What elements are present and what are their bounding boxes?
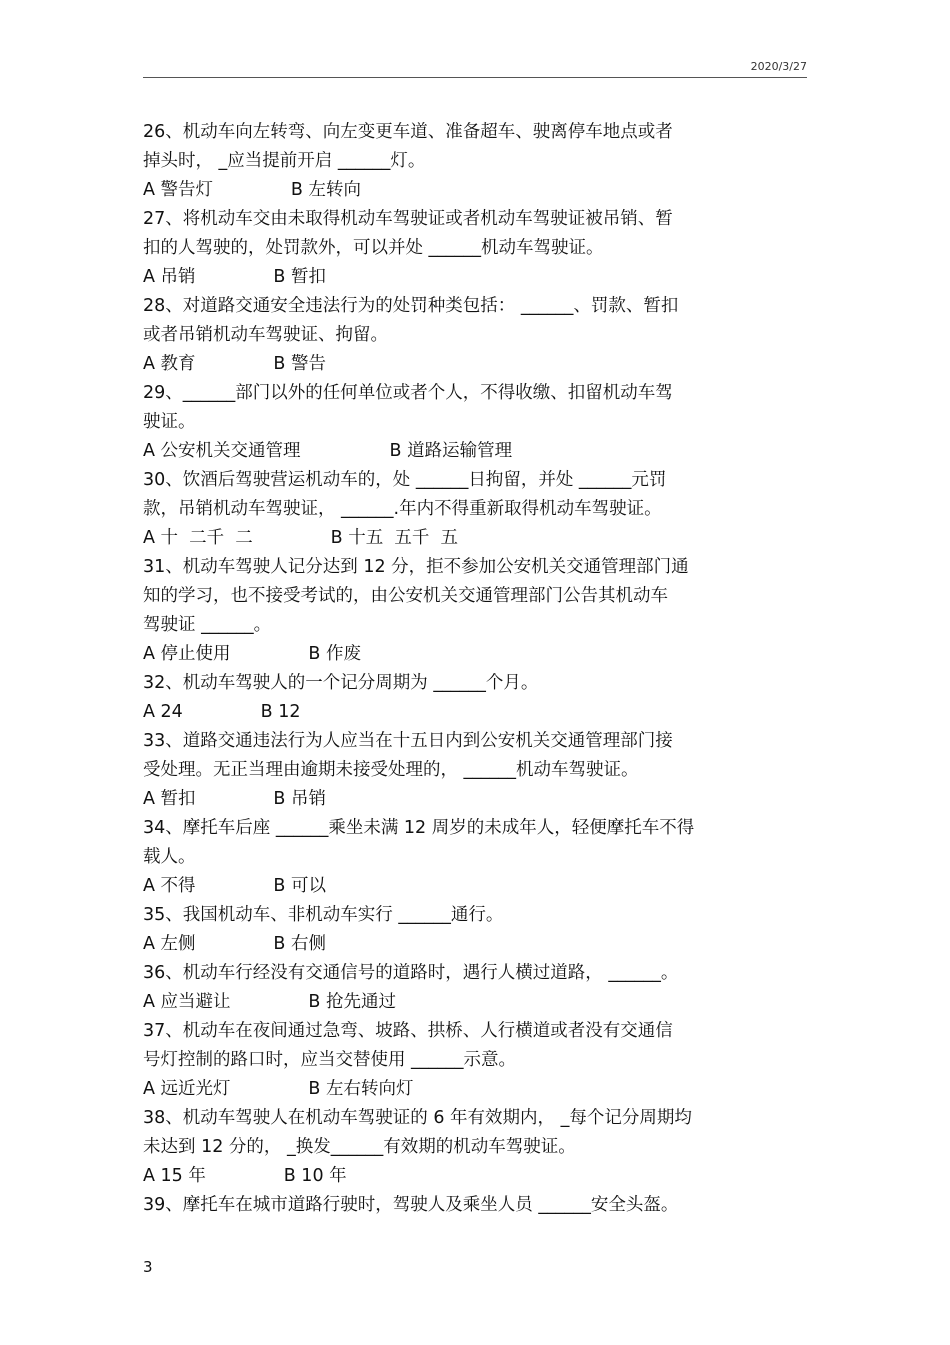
question-block	[143, 1017, 813, 1104]
question-block	[143, 379, 813, 466]
question-options: A 左侧 B 右侧	[143, 934, 326, 954]
question-block	[143, 292, 813, 379]
question-text-line: 款，吊销机动车驾驶证， ______.年内不得重新取得机动车驾驶证。	[143, 499, 662, 519]
question-text-line: 受处理。无正当理由逾期未接受处理的， ______机动车驾驶证。	[143, 760, 639, 780]
question-text-line: 28、对道路交通安全违法行为的处罚种类包括： ______、罚款、暂扣	[143, 296, 679, 316]
header-date: 2020/3/27	[750, 60, 807, 73]
question-text-line: 驾驶证 ______。	[143, 615, 272, 635]
question-text-line: 扣的人驾驶的，处罚款外，可以并处 ______机动车驾驶证。	[143, 238, 604, 258]
question-text-line: 27、将机动车交由未取得机动车驾驶证或者机动车驾驶证被吊销、暂	[143, 209, 673, 229]
question-text-line: 号灯控制的路口时，应当交替使用 ______示意。	[143, 1050, 517, 1070]
question-text-line: 32、机动车驾驶人的一个记分周期为 ______个月。	[143, 673, 539, 693]
question-text-line: 37、机动车在夜间通过急弯、坡路、拱桥、人行横道或者没有交通信	[143, 1021, 673, 1041]
question-text-line: 33、道路交通违法行为人应当在十五日内到公安机关交通管理部门接	[143, 731, 673, 751]
question-block	[143, 1104, 813, 1191]
question-text-line: 知的学习，也不接受考试的，由公安机关交通管理部门公告其机动车	[143, 586, 668, 606]
question-text-line: 31、机动车驾驶人记分达到 12 分，拒不参加公安机关交通管理部门通	[143, 557, 689, 577]
question-block	[143, 466, 813, 553]
question-options: A 教育 B 警告	[143, 354, 326, 374]
question-options: A 不得 B 可以	[143, 876, 326, 896]
question-block	[143, 959, 813, 1017]
question-text-line: 30、饮酒后驾驶营运机动车的，处 ______日拘留，并处 ______元罚	[143, 470, 667, 490]
question-text-line: 载人。	[143, 847, 196, 867]
question-block	[143, 814, 813, 901]
question-options: A 公安机关交通管理 B 道路运输管理	[143, 441, 513, 461]
question-options: A 应当避让 B 抢先通过	[143, 992, 396, 1012]
question-options: A 警告灯 B 左转向	[143, 180, 361, 200]
question-text-line: 掉头时， _应当提前开启 ______灯。	[143, 151, 426, 171]
question-text-line: 驶证。	[143, 412, 196, 432]
question-block	[143, 901, 813, 959]
question-options: A 吊销 B 暂扣	[143, 267, 326, 287]
question-text-line: 29、______部门以外的任何单位或者个人，不得收缴、扣留机动车驾	[143, 383, 673, 403]
question-block	[143, 669, 813, 727]
question-options: A 十 二千 二 B 十五 五千 五	[143, 528, 458, 548]
question-text-line: 或者吊销机动车驾驶证、拘留。	[143, 325, 388, 345]
question-block	[143, 553, 813, 669]
question-text-line: 38、机动车驾驶人在机动车驾驶证的 6 年有效期内， _每个记分周期均	[143, 1108, 692, 1128]
question-block	[143, 727, 813, 814]
question-options: A 停止使用 B 作废	[143, 644, 361, 664]
question-text-line: 39、摩托车在城市道路行驶时，驾驶人及乘坐人员 ______安全头盔。	[143, 1195, 679, 1215]
question-text-line: 34、摩托车后座 ______乘坐未满 12 周岁的未成年人，轻便摩托车不得	[143, 818, 695, 838]
question-options: A 15 年 B 10 年	[143, 1166, 347, 1186]
question-block	[143, 1191, 813, 1220]
question-options: A 24 B 12	[143, 702, 301, 722]
question-text-line: 26、机动车向左转弯、向左变更车道、准备超车、驶离停车地点或者	[143, 122, 673, 142]
question-text-line: 未达到 12 分的， _换发______有效期的机动车驾驶证。	[143, 1137, 576, 1157]
question-block	[143, 118, 813, 205]
question-options: A 暂扣 B 吊销	[143, 789, 326, 809]
question-list	[143, 118, 813, 1220]
page-number: 3	[143, 1258, 153, 1276]
question-block	[143, 205, 813, 292]
question-options: A 远近光灯 B 左右转向灯	[143, 1079, 414, 1099]
question-text-line: 35、我国机动车、非机动车实行 ______通行。	[143, 905, 504, 925]
header-rule	[143, 77, 807, 78]
question-text-line: 36、机动车行经没有交通信号的道路时，遇行人横过道路， ______。	[143, 963, 679, 983]
